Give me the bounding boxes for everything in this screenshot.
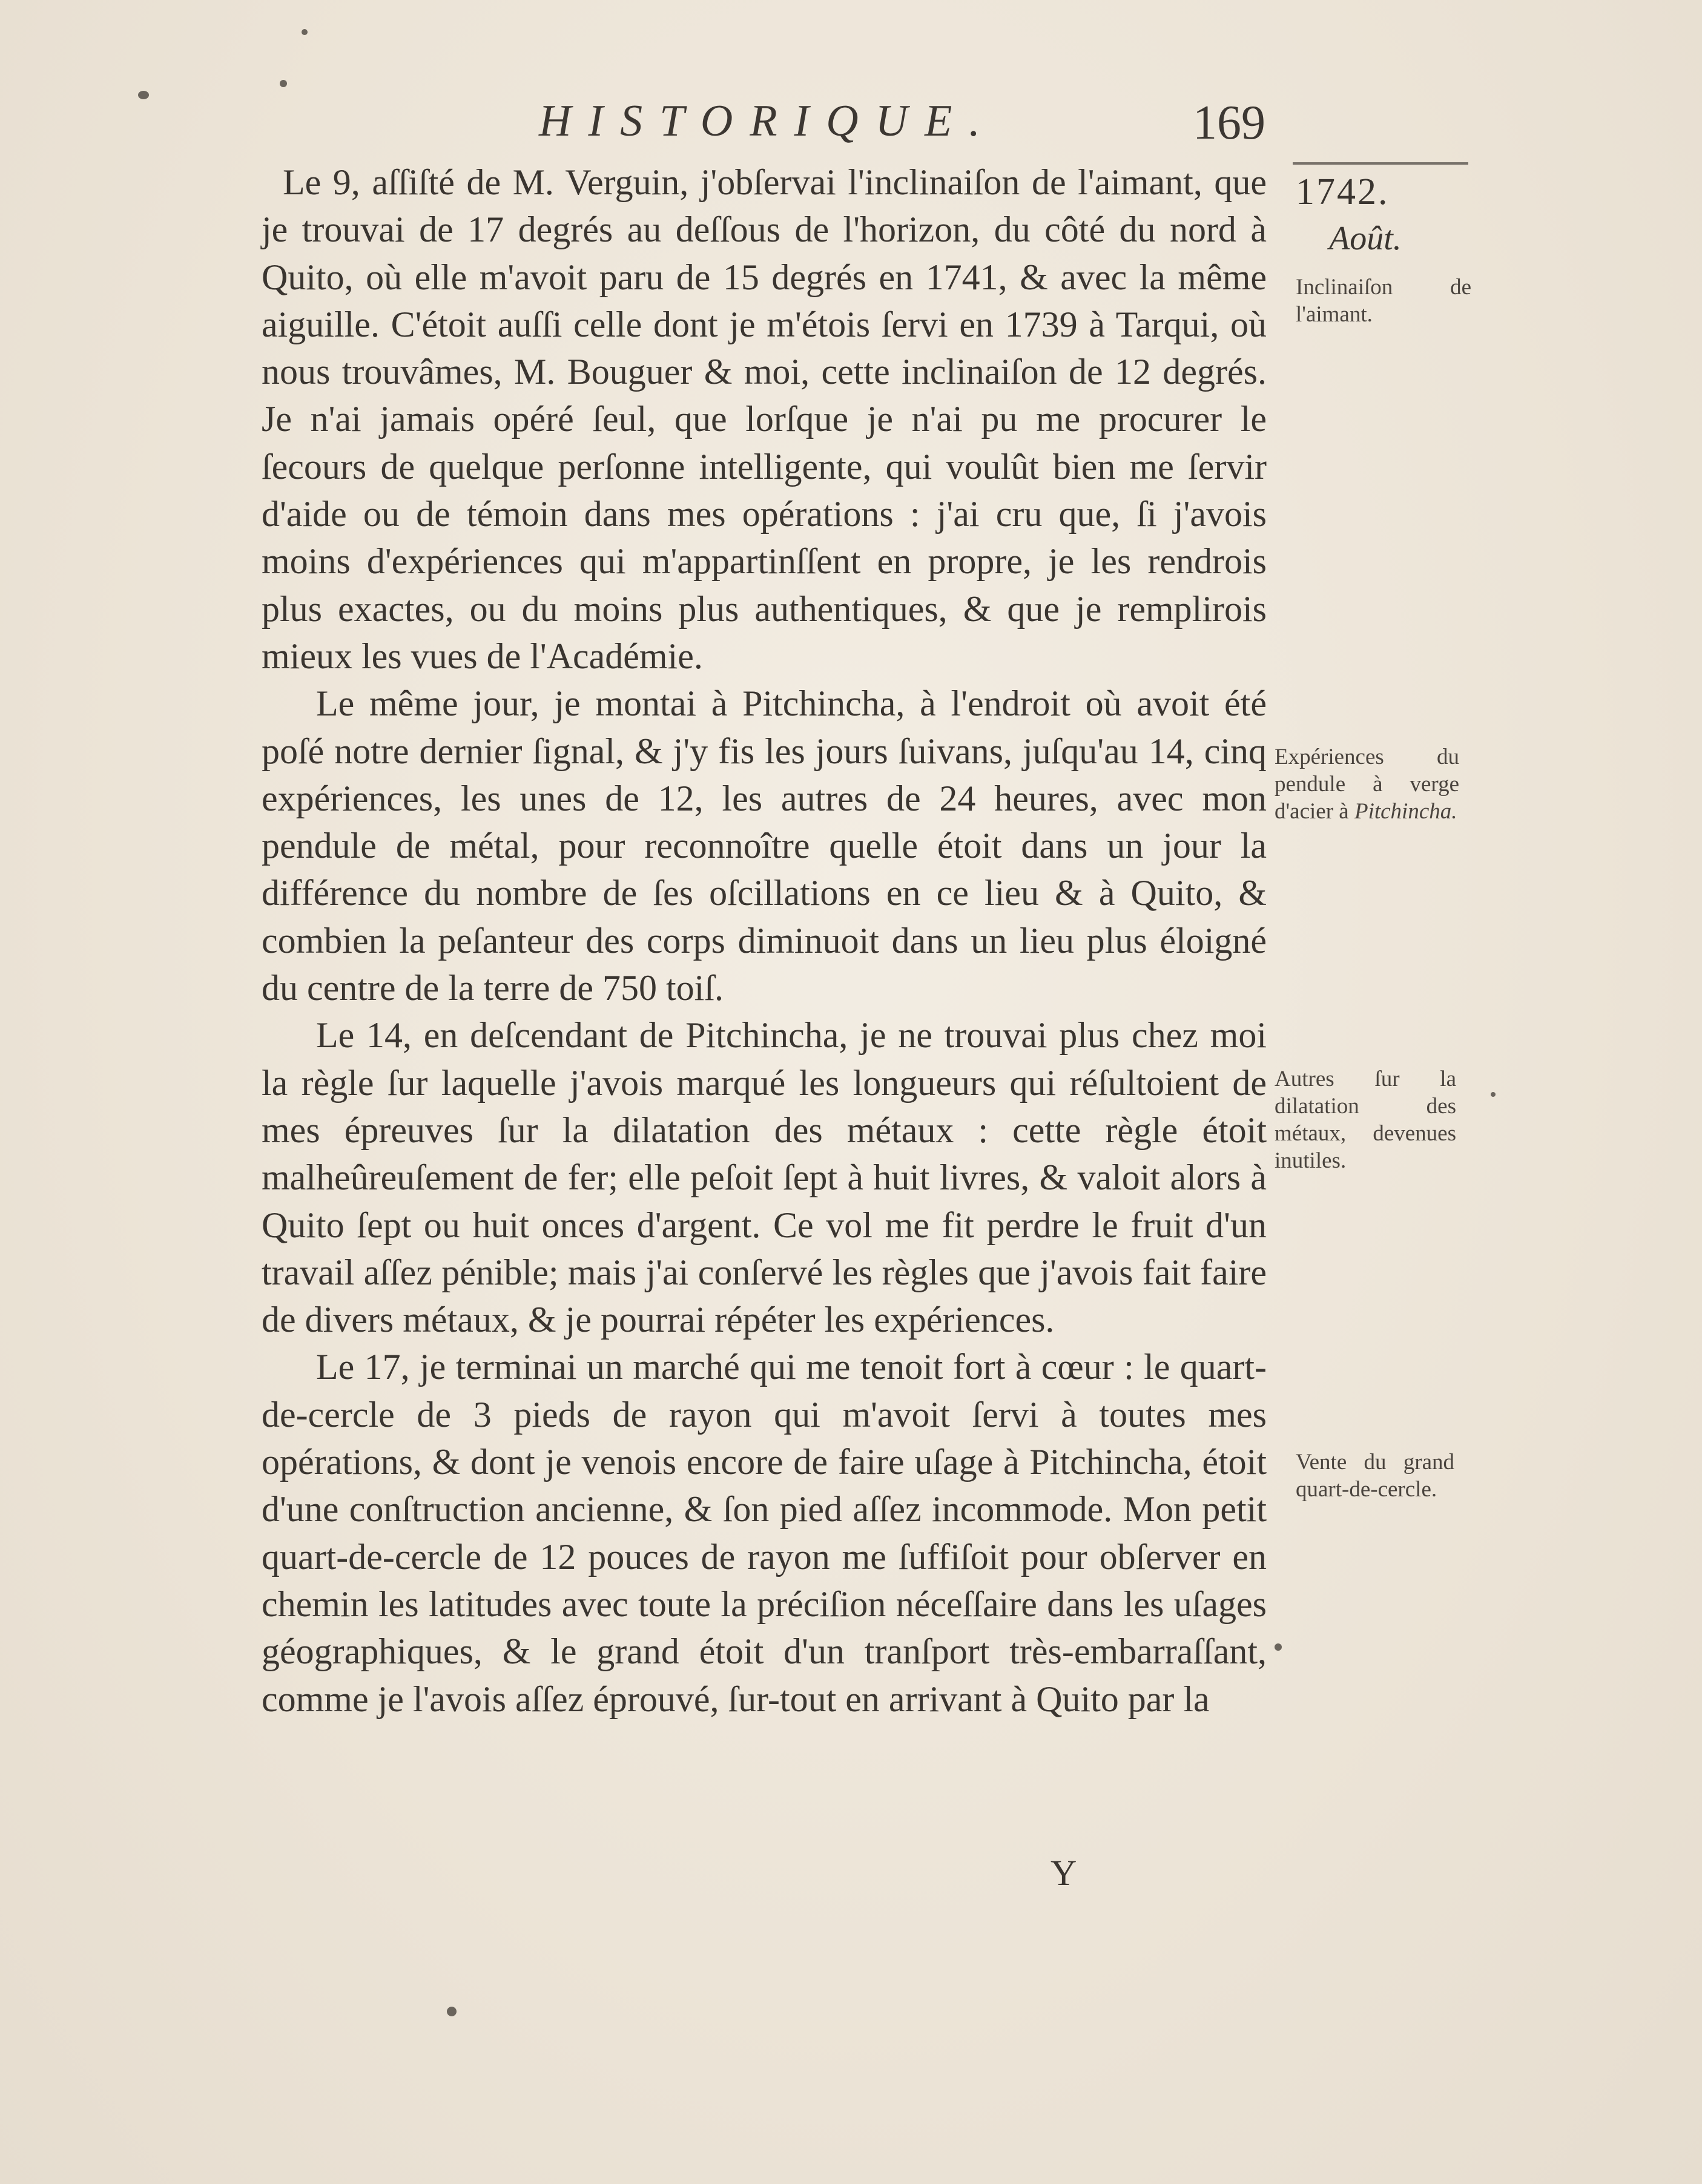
- ink-speck: [1275, 1643, 1282, 1651]
- margin-year: 1742.: [1296, 171, 1390, 212]
- ink-speck: [1491, 1092, 1496, 1097]
- margin-rule: [1293, 162, 1468, 165]
- margin-note-pendule-place: Pitchincha.: [1354, 799, 1457, 824]
- page-number: 169: [1193, 96, 1265, 150]
- paragraph-2: Le même jour, je montai à Pitchincha, à l'endroit où avoit été poſé notre dernier ſignal, & j'y fis les jours ſuivans, juſqu'au 14, cinq expériences, les unes de 12, les autres de 24 heures, avec mon pendule de métal, pour reconnoître quelle étoit dans un jour la différence du nombre de ſes oſcillations en ce lieu & à Quito, & combien la peſanteur des corps diminuoit dans un lieu plus éloigné du centre de la terre de 750 toiſ.: [262, 683, 1267, 1008]
- ink-speck: [280, 80, 287, 87]
- margin-note-pendule: [1275, 743, 1459, 825]
- margin-month: Août.: [1329, 220, 1402, 257]
- page-header: [260, 96, 1265, 162]
- ink-speck: [447, 2007, 457, 2016]
- paragraph-4: Le 17, je terminai un marché qui me tenoit fort à cœur : le quart-de-cercle de 3 pieds de rayon qui m'avoit ſervi à toutes mes opérations, & dont je venois encore de faire uſage à Pitchincha, étoit d'une conſtruction ancienne, & ſon pied aſſez incommode. Mon petit quart-de-cercle de 12 pouces de rayon me ſuffiſoit pour obſerver en chemin les latitudes avec toute la préciſion néceſſaire dans les uſages géographiques, & le grand étoit d'un tranſport très-embarraſſant, comme je l'avois aſſez éprouvé, ſur-tout en arrivant à Quito par la: [262, 1347, 1267, 1719]
- margin-note-inclinaison: Inclinaiſon de l'aimant.: [1296, 275, 1471, 327]
- margin-note-dilatation: Autres ſur la dilatation des métaux, devenues inutiles.: [1275, 1067, 1456, 1173]
- paragraph-3: Le 14, en deſcendant de Pitchincha, je ne trouvai plus chez moi la règle ſur laquelle j'avois marqué les longueurs qui réſultoient de mes épreuves ſur la dilatation des métaux : cette règle étoit malheûreuſement de fer; elle peſoit ſept à huit livres, & valoit alors à Quito ſept ou huit onces d'argent. Ce vol me fit perdre le fruit d'un travail aſſez pénible; mais j'ai conſervé les règles que j'avois fait faire de divers métaux, & je pourrai répéter les expériences.: [262, 1015, 1267, 1340]
- margin-note-vente: Vente du grand quart-de-cercle.: [1296, 1450, 1454, 1502]
- paragraph-1: Le 9, aſſiſté de M. Verguin, j'obſervai l'inclinaiſon de l'aimant, que je trouvai de 17 degrés au deſſous de l'horizon, du côté du nord à Quito, où elle m'avoit paru de 15 degrés en 1741, & avec la même aiguille. C'étoit auſſi celle dont je m'étois ſervi en 1739 à Tarqui, où nous trouvâmes, M. Bouguer & moi, cette inclinaiſon de 12 degrés. Je n'ai jamais opéré ſeul, que lorſque je n'ai pu me procurer le ſecours de quelque perſonne intelligente, qui voulût bien me ſervir d'aide ou de témoin dans mes opérations : j'ai cru que, ſi j'avois moins d'expériences qui m'appartinſſent en propre, je les rendrois plus exactes, ou du moins plus authentiques, & que je remplirois mieux les vues de l'Académie.: [262, 162, 1267, 676]
- ink-speck: [302, 29, 308, 35]
- signature-mark: Y: [1051, 1853, 1077, 1893]
- ink-speck: [138, 91, 149, 99]
- margin-note-pendule-text: Expériences du pendule à verge d'acier à: [1275, 745, 1459, 824]
- running-title: HISTORIQUE.: [539, 96, 997, 146]
- main-text: [262, 159, 1267, 1723]
